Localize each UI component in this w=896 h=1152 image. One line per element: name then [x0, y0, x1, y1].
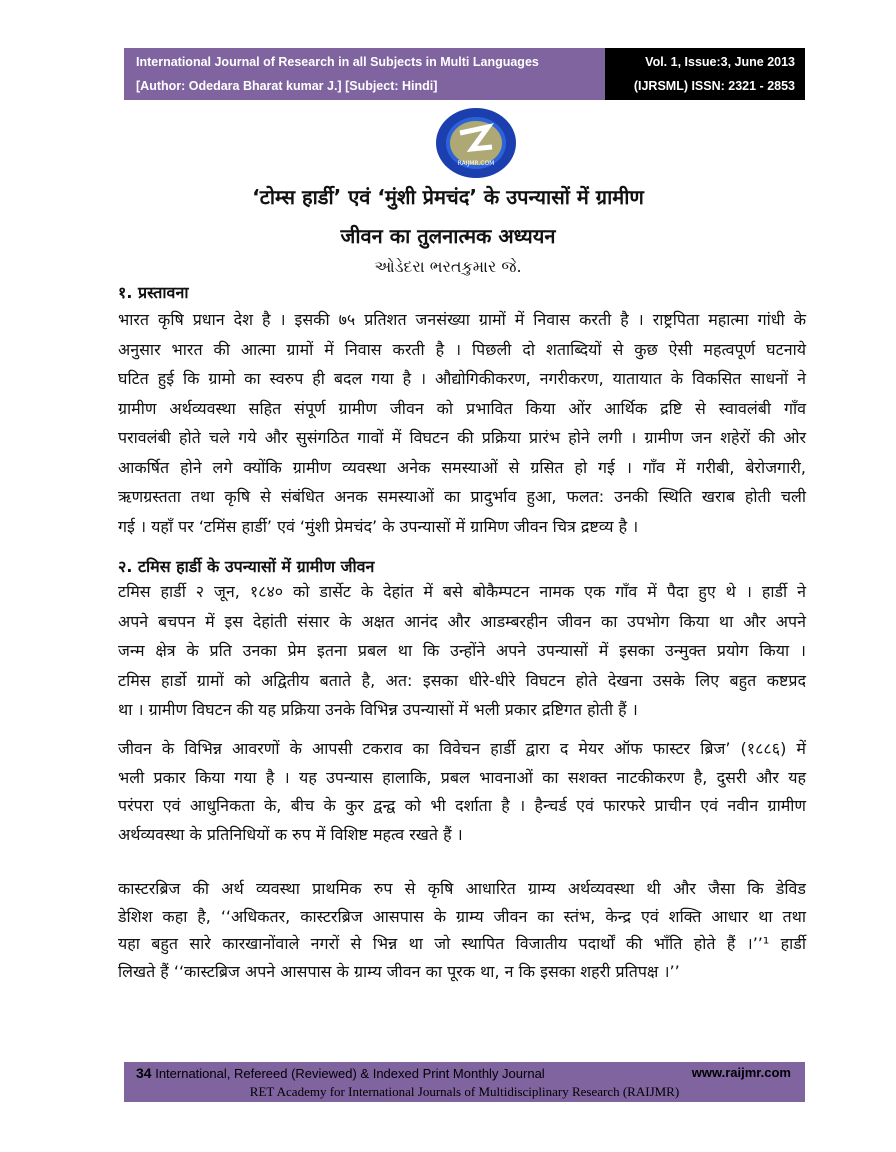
paragraph-line: भारत कृषि प्रधान देश है । इसकी ७५ प्रतिशत जनसंख्या ग्रामों में निवास करती है । राष्ट्रपिता महात्मा गांधी के: [118, 310, 806, 329]
logo-text: RAIJMR.COM: [457, 160, 495, 167]
author-subject: [Author: Odedara Bharat kumar J.] [Subject: Hindi]: [136, 79, 438, 93]
tagline-text: International, Refereed (Reviewed) & Indexed Print Monthly Journal: [155, 1066, 545, 1081]
footer-bar: [124, 1062, 805, 1102]
paragraph-line: अपने बचपन में इस देहांती संसार के अक्षत आनंद और आडम्बरहीन जीवन का उपभोग किया था और अपने: [118, 611, 806, 631]
paragraph-line: गई । यहाँ पर ‘टमिंस हार्डी’ एवं ‘मुंशी प्रेमचंद’ के उपन्यासों में ग्रामिण जीवन चित्र द्रष्टव्य है ।: [118, 516, 639, 536]
page-number: 34: [136, 1065, 152, 1081]
paragraph-line: था । ग्रामीण विघटन की यह प्रक्रिया उनके विभिन्न उपन्यासों में भली प्रकार द्रष्टिगत होती हैं ।: [118, 700, 638, 719]
issue-info-bar: [605, 48, 805, 100]
paragraph-line: ऋणग्रस्तता तथा कृषि से संबंधित अनक समस्याओं का प्रादुर्भाव हुआ, फलत: उनकी स्थिति खराब होती चली: [118, 487, 806, 506]
publisher-name: RET Academy for International Journals of Multidisciplinary Research (RAIJMR): [249, 1084, 680, 1099]
issn: (IJRSML) ISSN: 2321 - 2853: [633, 79, 795, 93]
paragraph-line: परावलंबी होते चले गये और सुसंगठित गावों में विघटन की प्रक्रिया प्रारंभ होने लगी । ग्रामीण जन शहेरों की ओर: [118, 428, 806, 447]
paragraph-line: परंपरा एवं आधुनिकता के, बीच के कुर द्वन्द्व को भी दर्शाता है । हैन्चर्ड एवं फारफरे प्राचीन एवं नवीन ग्रामीण: [118, 796, 806, 815]
paragraph-line: टमिस हार्डी २ जून, १८४० को डार्सेट के देहांत में बसे बोकैम्पटन नामक एक गाँव में पैदा हुए थे । हार्डी ने: [118, 582, 806, 601]
paragraph-line: भली प्रकार किया गया है । यह उपन्यास हालाकि, प्रबल भावनाओं का सशक्त नाटकीकरण है, दुसरी और यह: [118, 767, 806, 787]
website-link[interactable]: www.raijmr.com: [691, 1065, 791, 1080]
paragraph-line: जीवन के विभिन्न आवरणों के आपसी टकराव का विवेचन हार्डी द्वारा द मेयर ऑफ फास्टर ब्रिज’ (१८८६) में: [118, 739, 806, 758]
footer-tagline: [136, 1065, 545, 1081]
paragraph-line: टमिस हार्डो ग्रामों को अद्वितीय बताते है, अत: इसका धीरे-धीरे विघटन होते देखना उसके लिए बहुत कष्टप्रद: [118, 670, 806, 690]
paragraph-line: अर्थव्यवस्था के प्रतिनिधियों क रुप में विशिष्ट महत्व रखते हैं ।: [118, 824, 463, 844]
section-heading: १. प्रस्तावना: [118, 283, 189, 302]
paper-title-line-2: जीवन का तुलनात्मक अध्ययन: [340, 224, 556, 248]
volume-issue: Vol. 1, Issue:3, June 2013: [645, 55, 795, 69]
section-heading: २. टमिस हार्डी के उपन्यासों में ग्रामीण जीवन: [118, 557, 375, 576]
paragraph-line: घटित हुई कि ग्रामो का स्वरुप ही बदल गया है । औद्योगिकीकरण, नगरीकरण, यातायात के विकसित साधनों ने: [118, 369, 806, 388]
journal-name: International Journal of Research in all Subjects in Multi Languages: [136, 55, 539, 69]
paragraph-line: जन्म क्षेत्र के प्रति उनका प्रेम इतना प्रबल था कि उन्होंने अपने उपन्यासों में इसका उन्मुक्त प्रयोग किया ।: [118, 641, 806, 660]
paragraph-line: डेशिश कहा है, ‘‘अधिकतर, कास्टरब्रिज आसपास के ग्राम्य जीवन का स्तंभ, केन्द्र एवं शक्ति आधार था तथा: [118, 906, 806, 926]
paragraph-line: लिखते हैं ‘‘कास्टब्रिज अपने आसपास के ग्राम्य जीवन का पूरक था, न कि इसका शहरी प्रतिपक्ष ।’’: [118, 961, 680, 981]
journal-header-bar: [124, 48, 605, 100]
raijmr-logo: [428, 107, 524, 179]
paragraph-line: यहा बहुत सारे कारखानोंवाले नगरों से भिन्न था जो स्थापित विजातीय पदार्थों की भाँति होते हैं ।’’¹ हार्डी: [118, 934, 806, 953]
paper-author: ઓડેદરા ભરતકુમાર જે.: [374, 257, 522, 276]
paragraph-line: अनुसार भारत की आत्मा ग्रामों में निवास करती है । पिछली दो शताब्दियों से कुछ ऐसी महत्वपूर्ण घटनाये: [118, 339, 806, 359]
paper-title-line-1: ‘टोम्स हार्डी’ एवं ‘मुंशी प्रेमचंद’ के उपन्यासों में ग्रामीण: [252, 185, 644, 209]
paragraph-line: ग्रामीण अर्थव्यवस्था सहित संपूर्ण ग्रामीण जीवन को प्रभावित किया ओंर आर्थिक द्रष्टि से स्वावलंबी गाँव: [118, 398, 806, 418]
paragraph-line: आकर्षित होने लगे क्योंकि ग्रामीण व्यवस्था अनेक समस्याओं से ग्रसित हो गई । गाँव में गरीबी, बेरोजगारी,: [118, 457, 806, 477]
paragraph-line: कास्टरब्रिज की अर्थ व्यवस्था प्राथमिक रुप से कृषि आधारित ग्राम्य अर्थव्यवस्था थी और जैसा कि डेविड: [118, 879, 806, 898]
